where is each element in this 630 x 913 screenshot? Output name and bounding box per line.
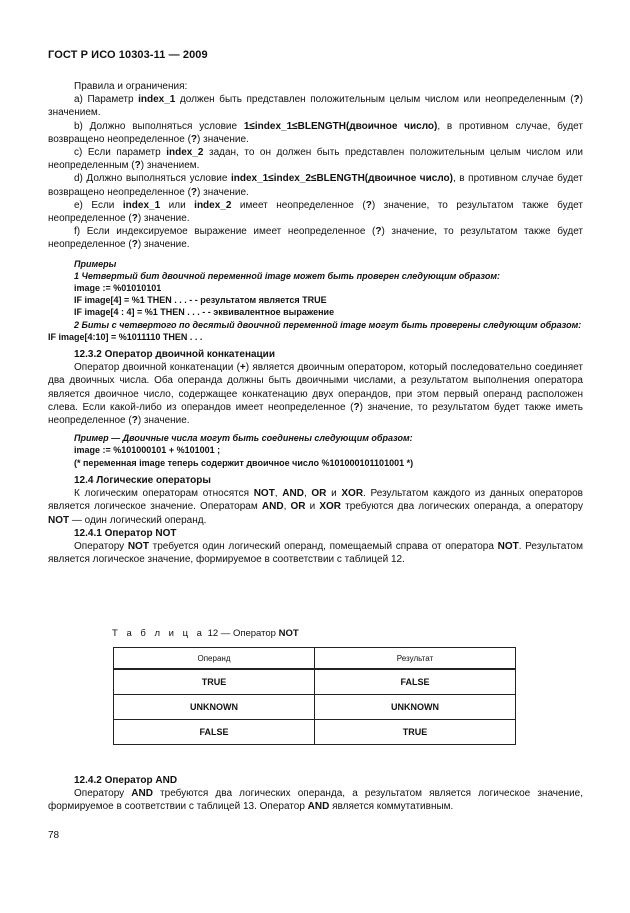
table-cell: TRUE	[315, 720, 516, 745]
example-concat-heading: Пример — Двоичные числа могут быть соединены следующим образом:	[74, 433, 413, 444]
section-12-4-2	[48, 774, 583, 814]
section-12-4-heading: 12.4 Логические операторы	[74, 474, 211, 486]
rule-e: e) Если index_1 или index_2 имеет неопределенное (?) значение, то результатом также будет неопределенное (?) значение.	[48, 199, 583, 225]
example-code-line: IF image[4] = %1 THEN . . . - - результатом является TRUE	[74, 295, 327, 306]
rule-c: c) Если параметр index_2 задан, то он должен быть представлен положительным целым числом или неопределенным (?) значением.	[48, 147, 583, 172]
example-code-line: image := %01010101	[74, 283, 162, 294]
table-cell: UNKNOWN	[315, 695, 516, 720]
document-header: ГОСТ Р ИСО 10303-11 — 2009	[48, 49, 208, 61]
section-12-4-1-paragraph: Оператору NOT требуется один логический операнд, помещаемый справа от оператора NOT. Результатом является логическое значение, формируемое в соответствии с таблицей 12.	[48, 540, 583, 566]
table-12-not-operator	[113, 647, 516, 745]
table-header-result: Результат	[315, 648, 516, 670]
table-header-operand: Операнд	[114, 648, 315, 670]
examples-heading: Примеры	[74, 258, 117, 269]
section-12-4-2-paragraph: Оператору AND требуются два логических операнда, а результатом является логическое значение, формируемое в соответствии с таблицей 13. Оператор AND является коммутативным.	[48, 788, 584, 813]
rules-intro: Правила и ограничения:	[74, 81, 188, 92]
section-12-4-2-heading: 12.4.2 Оператор AND	[74, 775, 178, 786]
table-cell: FALSE	[315, 669, 516, 695]
example-code-line: image := %101000101 + %101001 ;	[74, 445, 221, 456]
rule-b: b) Должно выполняться условие 1≤index_1≤BLENGTH(двоичное число), в противном случае, будет возвращено неопределенное (?) значение.	[48, 120, 583, 145]
page-number: 78	[48, 830, 60, 841]
rule-a: а) Параметр index_1 должен быть представлен положительным целым числом или неопределенным (?) значением.	[48, 94, 583, 119]
example-2-text: 2 Биты с четвертого по десятый двоичной переменной image могут быть проверены следующим образом:	[74, 319, 582, 330]
example-1-text: 1 Четвертый бит двоичной переменной image может быть проверен следующим образом:	[74, 270, 501, 281]
table-cell: TRUE	[114, 669, 315, 695]
table-12-caption: Т а б л и ц а 12 — Оператор NOT	[112, 628, 299, 639]
rule-f: f) Если индексируемое выражение имеет неопределенное (?) значение, то результатом также будет неопределенное (?) значение.	[48, 226, 584, 251]
section-12-4-paragraph: К логическим операторам относятся NOT, AND, OR и XOR. Результатом каждого из данных операторов является логическое значение. Операторам AND, OR и XOR требуются два логических операнда, а оператору NOT — один логический операнд.	[48, 488, 584, 526]
section-12-3-2-heading: 12.3.2 Оператор двоичной конкатенации	[74, 349, 275, 361]
main-text	[48, 80, 583, 566]
example-code-line: (* переменная image теперь содержит двоичное число %101000101101001 *)	[74, 457, 414, 468]
table-row	[114, 720, 516, 745]
table-cell: FALSE	[114, 720, 315, 745]
table-cell: UNKNOWN	[114, 695, 315, 720]
example-code-line: IF image[4 : 4] = %1 THEN . . . - - эквивалентное выражение	[74, 307, 335, 318]
table-row	[114, 695, 516, 720]
rule-d: d) Должно выполняться условие index_1≤index_2≤BLENGTH(двоичное число), в противном случае будет возвращено неопределенное (?) значение.	[48, 173, 583, 198]
table-row	[114, 669, 516, 695]
section-12-4-1-heading: 12.4.1 Оператор NOT	[74, 527, 177, 539]
section-12-3-2-paragraph: Оператор двоичной конкатенации (+) является двоичным оператором, который последовательно соединяет два двоичных числа. Оба операнда должны быть двоичными числами, а результатом выполнения оператора является двоичное число, содержащее конкатенацию двух операндов, при этом первый операнд расположен слева. Если какой-либо из операндов имеет неопределенное (?) значение, то результатом будет также иметь неопределенное (?) значение.	[48, 362, 584, 427]
example-code-line: IF image[4:10] = %1011110 THEN . . .	[48, 331, 203, 342]
